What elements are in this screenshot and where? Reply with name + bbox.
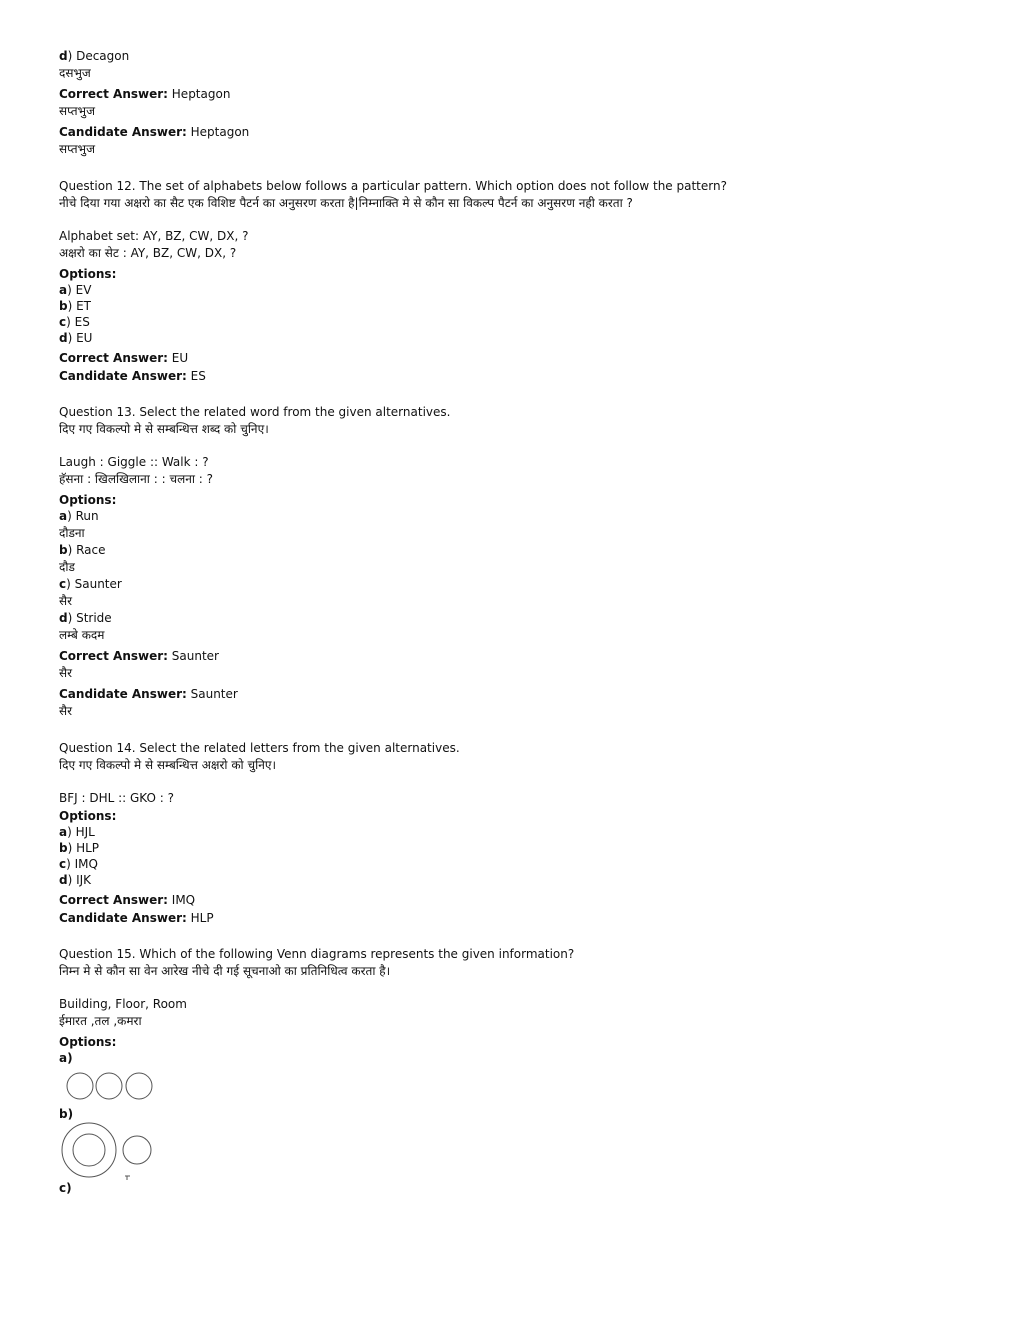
option-b-hindi: दौड	[59, 560, 75, 574]
option-a: a) Run	[59, 509, 99, 523]
option-d: d) Decagon	[59, 49, 130, 63]
question-13-stem: Laugh : Giggle :: Walk : ?	[59, 455, 209, 469]
candidate-answer: Candidate Answer: Heptagon	[59, 125, 250, 139]
venn-circle	[126, 1073, 152, 1099]
correct-answer-hindi: सप्तभुज	[59, 104, 95, 118]
question-14-hindi: दिए गए विकल्पो मे से सम्बन्धित्त अक्षरो को चुनिए।	[59, 758, 277, 772]
venn-circle	[73, 1134, 105, 1166]
option-c: c) IMQ	[59, 857, 98, 871]
correct-answer: Correct Answer: Heptagon	[59, 87, 231, 101]
candidate-answer-hindi: सैर	[59, 704, 73, 718]
option-d: d) Stride	[59, 611, 112, 625]
question-14-text: Question 14. Select the related letters from the given alternatives.	[59, 741, 460, 755]
correct-answer: Correct Answer: EU	[59, 351, 189, 365]
question-13-hindi: दिए गए विकल्पो मे से सम्बन्धित्त शब्द को चुनिए।	[59, 422, 269, 436]
option-b: b)	[59, 1107, 74, 1121]
option-c: c)	[59, 1181, 72, 1195]
option-d: d) IJK	[59, 873, 92, 887]
option-a: a) HJL	[59, 825, 95, 839]
option-d-hindi: लम्बे कदम	[59, 628, 105, 642]
document-page	[59, 48, 959, 1196]
question-13-text: Question 13. Select the related word from the given alternatives.	[59, 405, 451, 419]
venn-circle	[96, 1073, 122, 1099]
candidate-answer: Candidate Answer: Saunter	[59, 687, 238, 701]
candidate-answer-hindi: सप्तभुज	[59, 142, 95, 156]
option-a: a)	[59, 1051, 73, 1065]
venn-circle	[67, 1073, 93, 1099]
venn-circle	[62, 1123, 116, 1177]
venn-diagram-option-a	[59, 1066, 159, 1106]
venn-circle	[123, 1136, 151, 1164]
candidate-answer: Candidate Answer: HLP	[59, 911, 214, 925]
question-12-hindi: नीचे दिया गया अक्षरो का सैट एक विशिष्ट पैटर्न का अनुसरण करता है|निम्नाक्ति मे से कौन सा विकल्प पैटर्न का अनुसरण नही करता ?	[59, 196, 633, 210]
option-a-hindi: दौडना	[59, 526, 85, 540]
option-d: d) EU	[59, 331, 93, 345]
question-14-stem: BFJ : DHL :: GKO : ?	[59, 791, 175, 805]
option-b: b) ET	[59, 299, 92, 313]
question-15-text: Question 15. Which of the following Venn diagrams represents the given information?	[59, 947, 575, 961]
options-label: Options:	[59, 809, 117, 823]
option-a: a) EV	[59, 283, 92, 297]
options-label: Options:	[59, 1035, 117, 1049]
question-15-hindi: निम्न मे से कौन सा वेन आरेख नीचे दी गई सूचनाओ का प्रतिनिधित्व करता है।	[59, 964, 391, 978]
options-label: Options:	[59, 493, 117, 507]
question-12-text: Question 12. The set of alphabets below follows a particular pattern. Which option does not follow the pattern?	[59, 179, 727, 193]
option-c: c) ES	[59, 315, 90, 329]
question-13-stem-hindi: हॅसना : खिलखिलाना : : चलना : ?	[59, 472, 214, 486]
option-d-hindi: दसभुज	[59, 66, 91, 80]
option-b: b) Race	[59, 543, 106, 557]
correct-answer: Correct Answer: IMQ	[59, 893, 196, 907]
question-15-stem: Building, Floor, Room	[59, 997, 187, 1011]
question-12-stem-hindi: अक्षरो का सेट : AY, BZ, CW, DX, ?	[59, 246, 237, 260]
option-b: b) HLP	[59, 841, 100, 855]
question-15-stem-hindi: ईमारत ,तल ,कमरा	[59, 1014, 142, 1028]
correct-answer: Correct Answer: Saunter	[59, 649, 219, 663]
correct-answer-hindi: सैर	[59, 666, 73, 680]
option-c: c) Saunter	[59, 577, 122, 591]
options-label: Options:	[59, 267, 117, 281]
venn-diagram-option-b	[59, 1122, 159, 1180]
candidate-answer: Candidate Answer: ES	[59, 369, 206, 383]
question-12-stem: Alphabet set: AY, BZ, CW, DX, ?	[59, 229, 249, 243]
option-c-hindi: सैर	[59, 594, 73, 608]
